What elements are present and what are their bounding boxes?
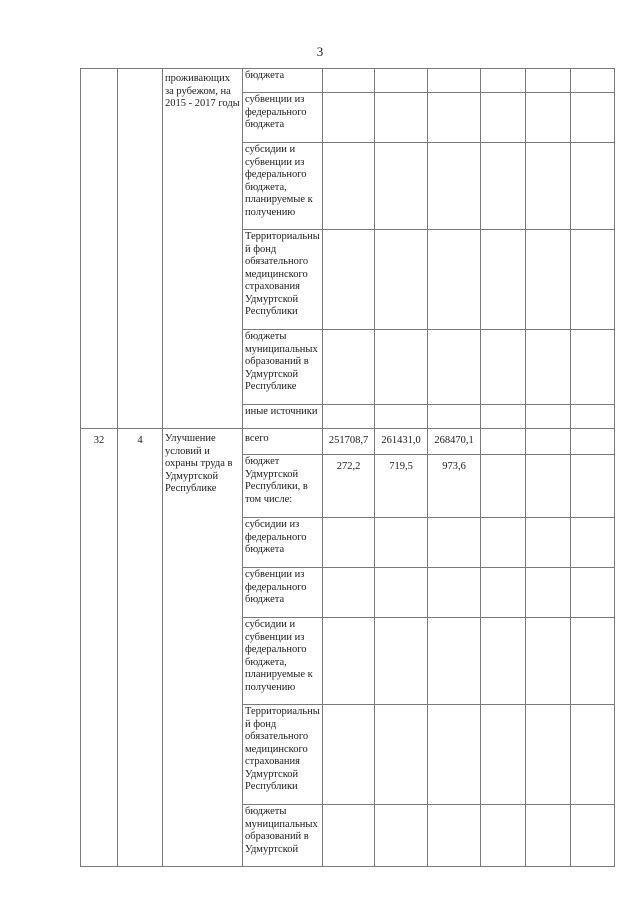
cell-subprogram-num: 4 xyxy=(118,429,163,867)
cell-value xyxy=(375,330,428,405)
cell-source: всего xyxy=(243,429,323,455)
cell-empty xyxy=(481,518,526,568)
page-number: 3 xyxy=(316,44,324,59)
cell-value xyxy=(323,330,375,405)
cell-empty xyxy=(481,330,526,405)
cell-empty xyxy=(481,705,526,805)
cell-value xyxy=(323,805,375,867)
cell-value: 719,5 xyxy=(375,455,428,518)
cell-program-num xyxy=(81,69,118,429)
cell-empty xyxy=(526,618,571,705)
cell-source: бюджеты муниципальных образований в Удмуртской xyxy=(243,805,323,867)
cell-value xyxy=(323,230,375,330)
cell-value xyxy=(323,568,375,618)
cell-value xyxy=(375,705,428,805)
cell-empty xyxy=(571,518,615,568)
cell-empty xyxy=(526,330,571,405)
cell-subprogram-name: Улучшение условий и охраны труда в Удмуртской Республике xyxy=(163,429,243,867)
cell-value xyxy=(375,518,428,568)
cell-empty xyxy=(526,805,571,867)
cell-empty xyxy=(526,705,571,805)
cell-empty xyxy=(481,568,526,618)
budget-table xyxy=(80,68,615,867)
cell-value xyxy=(428,518,481,568)
cell-value: 268470,1 xyxy=(428,429,481,455)
cell-value xyxy=(375,69,428,93)
cell-value xyxy=(428,143,481,230)
cell-source: бюджеты муниципальных образований в Удмуртской Республике xyxy=(243,330,323,405)
cell-source: субвенции из федерального бюджета xyxy=(243,568,323,618)
cell-value xyxy=(375,568,428,618)
cell-value xyxy=(323,143,375,230)
cell-value xyxy=(428,405,481,429)
cell-empty xyxy=(526,568,571,618)
cell-program-num: 32 xyxy=(81,429,118,867)
cell-source: субвенции из федерального бюджета xyxy=(243,93,323,143)
cell-source: субсидии и субвенции из федерального бюджета, планируемые к получению xyxy=(243,143,323,230)
cell-source: иные источники xyxy=(243,405,323,429)
cell-source: бюджета xyxy=(243,69,323,93)
cell-empty xyxy=(526,69,571,93)
table-row xyxy=(81,429,615,455)
cell-empty xyxy=(526,230,571,330)
cell-value xyxy=(323,69,375,93)
cell-value xyxy=(428,618,481,705)
cell-value xyxy=(428,568,481,618)
cell-value xyxy=(428,330,481,405)
cell-empty xyxy=(481,805,526,867)
cell-value xyxy=(323,518,375,568)
cell-value xyxy=(323,93,375,143)
cell-empty xyxy=(526,455,571,518)
cell-empty xyxy=(481,405,526,429)
cell-value xyxy=(375,618,428,705)
cell-empty xyxy=(526,429,571,455)
cell-empty xyxy=(571,230,615,330)
section-1 xyxy=(81,69,615,429)
cell-value xyxy=(375,143,428,230)
cell-value xyxy=(323,705,375,805)
cell-value xyxy=(428,805,481,867)
cell-value xyxy=(428,230,481,330)
cell-source: субсидии из федерального бюджета xyxy=(243,518,323,568)
cell-empty xyxy=(571,805,615,867)
cell-empty xyxy=(571,93,615,143)
cell-value xyxy=(375,93,428,143)
cell-value xyxy=(428,69,481,93)
cell-value: 973,6 xyxy=(428,455,481,518)
cell-empty xyxy=(571,705,615,805)
cell-source: субсидии и субвенции из федерального бюджета, планируемые к получению xyxy=(243,618,323,705)
cell-empty xyxy=(571,455,615,518)
cell-value xyxy=(428,705,481,805)
table-row xyxy=(81,69,615,93)
cell-empty xyxy=(526,518,571,568)
cell-empty xyxy=(571,405,615,429)
cell-subprogram-name: проживающих за рубежом, на 2015 - 2017 годы xyxy=(163,69,243,429)
cell-empty xyxy=(481,230,526,330)
cell-value xyxy=(428,93,481,143)
cell-value: 251708,7 xyxy=(323,429,375,455)
cell-empty xyxy=(481,143,526,230)
cell-value xyxy=(375,230,428,330)
cell-empty xyxy=(481,93,526,143)
cell-empty xyxy=(481,69,526,93)
cell-value xyxy=(375,405,428,429)
cell-empty xyxy=(571,69,615,93)
cell-source: Территориальный фонд обязательного медицинского страхования Удмуртской Республики xyxy=(243,705,323,805)
cell-empty xyxy=(481,429,526,455)
cell-source: Территориальный фонд обязательного медицинского страхования Удмуртской Республики xyxy=(243,230,323,330)
cell-source: бюджет Удмуртской Республики, в том числе: xyxy=(243,455,323,518)
cell-empty xyxy=(481,455,526,518)
cell-subprogram-num xyxy=(118,69,163,429)
cell-empty xyxy=(526,405,571,429)
cell-value xyxy=(323,405,375,429)
cell-empty xyxy=(571,429,615,455)
section-2 xyxy=(81,429,615,867)
cell-value xyxy=(323,618,375,705)
cell-empty xyxy=(526,93,571,143)
cell-value: 261431,0 xyxy=(375,429,428,455)
cell-empty xyxy=(571,568,615,618)
cell-empty xyxy=(571,143,615,230)
cell-value: 272,2 xyxy=(323,455,375,518)
cell-empty xyxy=(481,618,526,705)
cell-empty xyxy=(526,143,571,230)
cell-value xyxy=(375,805,428,867)
cell-empty xyxy=(571,330,615,405)
cell-empty xyxy=(571,618,615,705)
